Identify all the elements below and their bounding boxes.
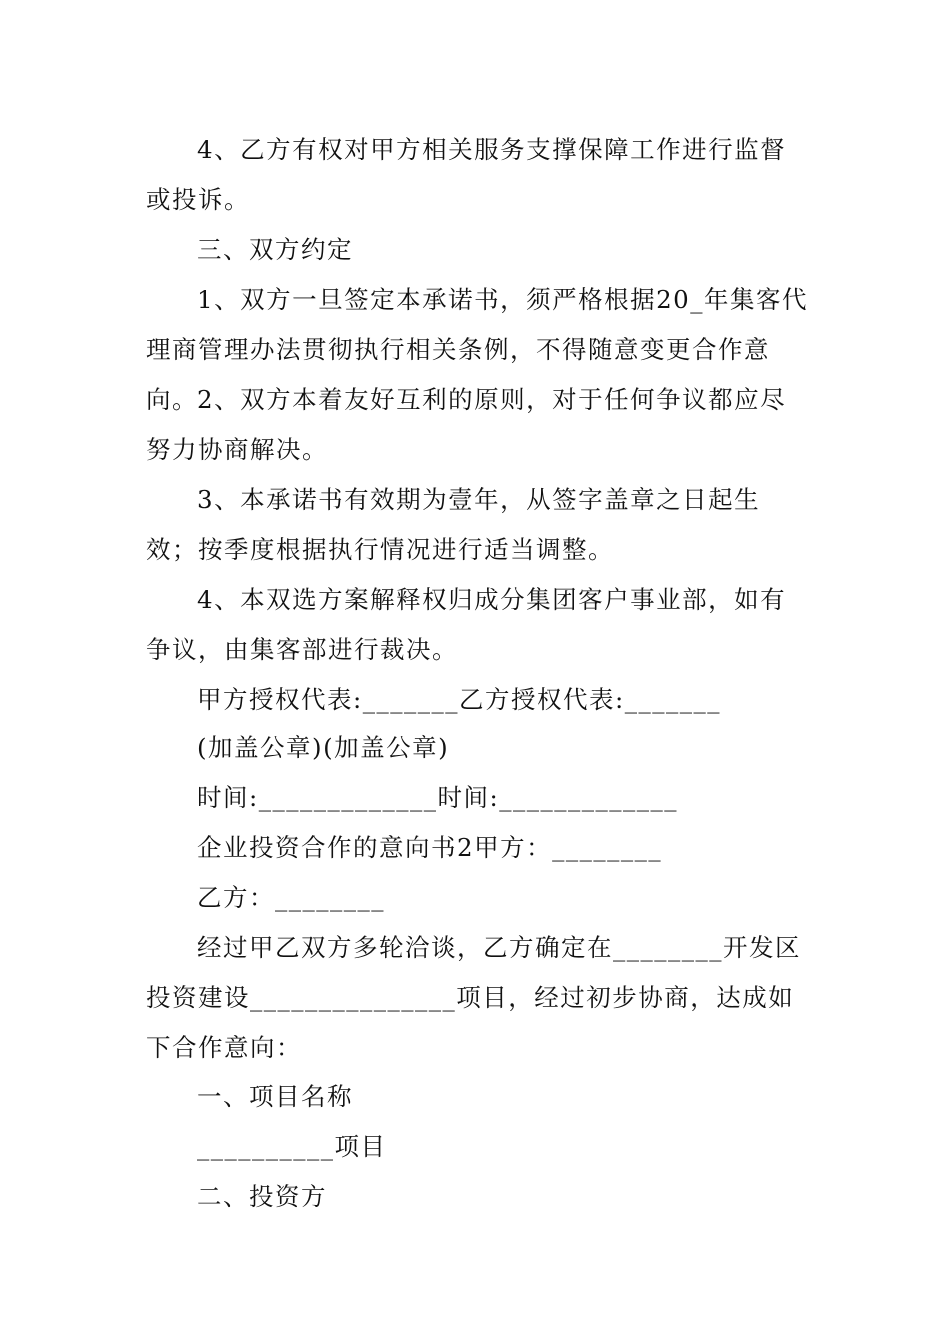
paragraph-negotiation-intent: 经过甲乙双方多轮洽谈，乙方确定在________开发区投资建设_______________项目，经过初步协商，达成如下合作意向： xyxy=(146,933,801,1062)
official-seal-line: (加盖公章)(加盖公章) xyxy=(197,733,450,762)
section-heading-investor: 二、投资方 xyxy=(197,1182,327,1211)
signature-date-line: 时间:_____________时间:_____________ xyxy=(197,783,679,812)
section-heading-project-name: 一、项目名称 xyxy=(197,1082,353,1111)
paragraph-agreement-clause-2: 2、双方本着友好互利的原则，对于任何争议都应尽努力协商解决。 xyxy=(146,385,787,464)
signature-representatives-line: 甲方授权代表:_______乙方授权代表:_______ xyxy=(197,685,722,714)
paragraph-agreement-clause-1: 1、双方一旦签定本承诺书，须严格根据20_年集客代理商管理办法贯彻执行相关条例，不得随意变更合作意向。 xyxy=(146,285,809,414)
letter-of-intent-party-b: 乙方：________ xyxy=(197,883,385,912)
project-name-blank-line: __________项目 xyxy=(197,1132,387,1161)
letter-of-intent-party-a: 企业投资合作的意向书2甲方：________ xyxy=(197,833,663,862)
paragraph-agreement-clause-4: 4、本双选方案解释权归成分集团客户事业部，如有争议，由集客部进行裁决。 xyxy=(146,585,787,664)
section-heading-mutual-agreement: 三、双方约定 xyxy=(197,235,353,264)
paragraph-agreement-clause-3: 3、本承诺书有效期为壹年，从签字盖章之日起生效；按季度根据执行情况进行适当调整。 xyxy=(146,485,761,564)
paragraph-supervision-right: 4、乙方有权对甲方相关服务支撑保障工作进行监督或投诉。 xyxy=(146,135,787,214)
